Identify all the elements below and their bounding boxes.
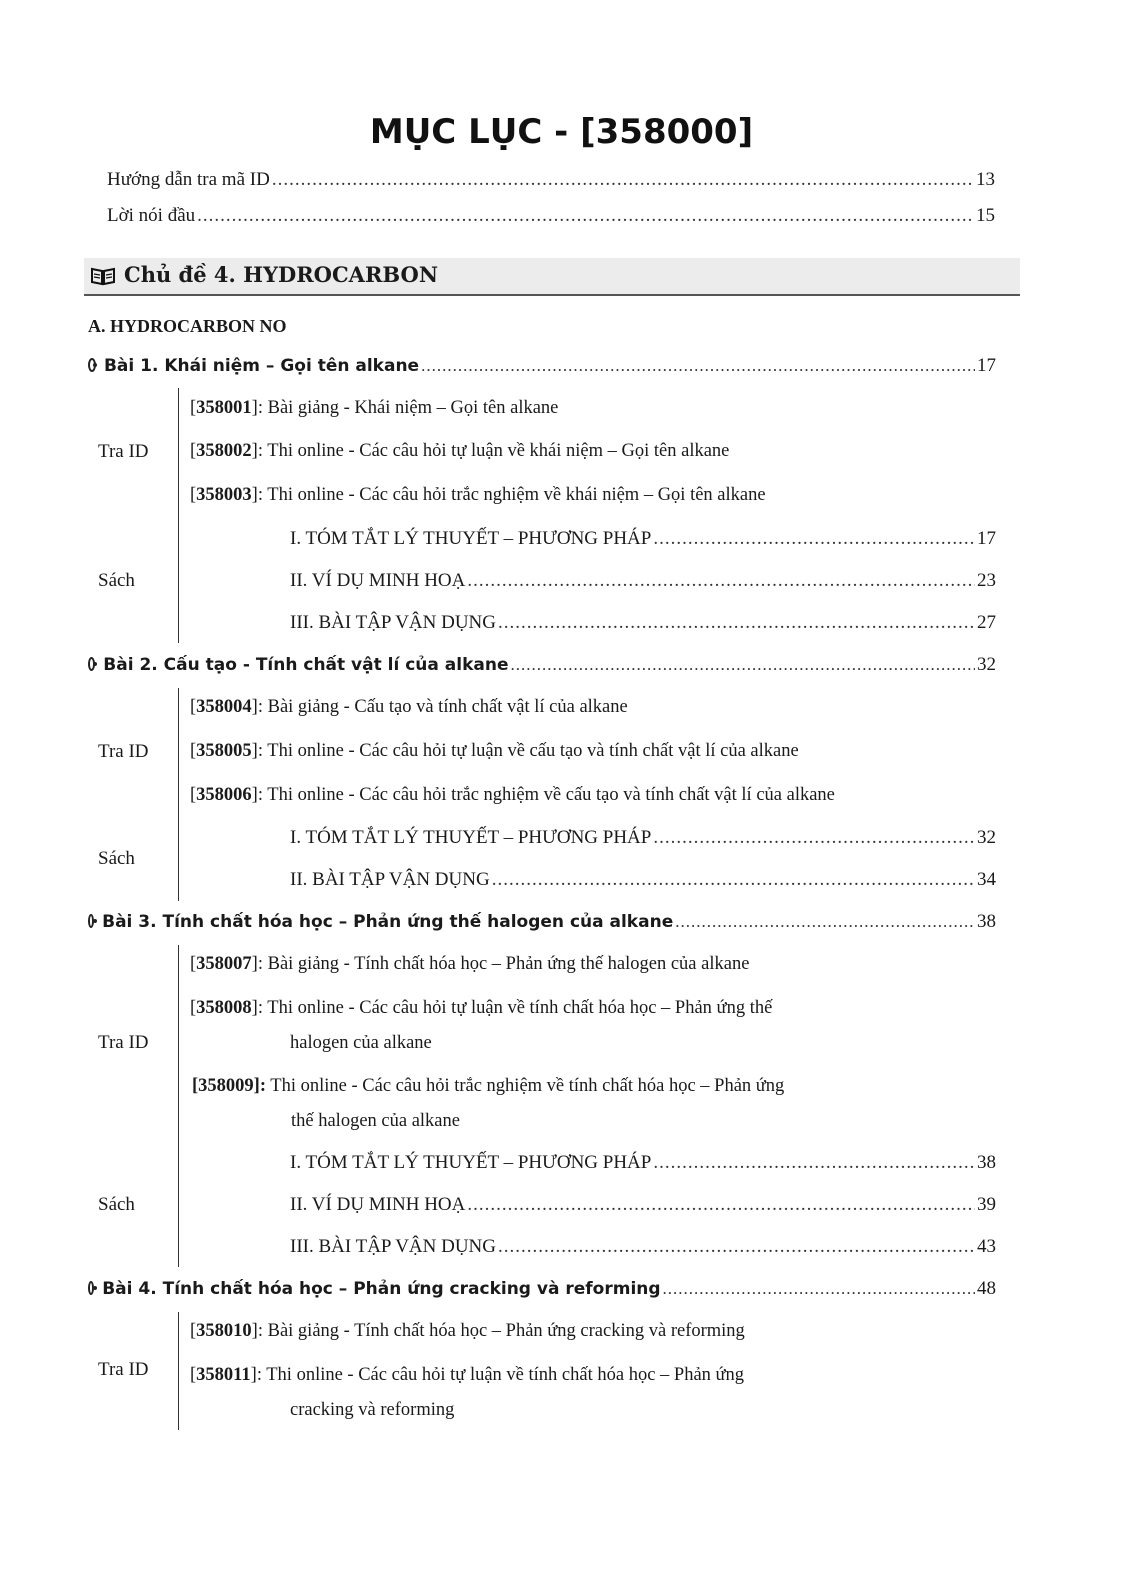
toc-entry[interactable] bbox=[107, 169, 995, 191]
topic-header bbox=[84, 258, 1020, 296]
book-entry-label: III. BÀI TẬP VẬN DỤNG bbox=[290, 1236, 497, 1257]
id-code: 358007 bbox=[196, 954, 252, 974]
target-bullet-icon bbox=[88, 358, 96, 372]
leader-dots bbox=[467, 570, 975, 592]
id-code: 358004 bbox=[196, 697, 252, 717]
group-label-book: Sách bbox=[98, 848, 135, 869]
toc-entry-page: 13 bbox=[976, 169, 995, 190]
target-bullet-icon bbox=[88, 1281, 94, 1295]
leader-dots bbox=[653, 827, 975, 849]
book-entry[interactable] bbox=[290, 1194, 996, 1216]
toc-entry[interactable] bbox=[107, 205, 995, 227]
group-label-id: Tra ID bbox=[98, 441, 149, 462]
toc-entry-page: 15 bbox=[976, 205, 995, 226]
book-entry[interactable] bbox=[290, 612, 996, 634]
toc-entry-label: Hướng dẫn tra mã ID bbox=[107, 169, 270, 190]
lesson-entry[interactable] bbox=[88, 1278, 996, 1300]
leader-dots bbox=[663, 1279, 975, 1299]
toc-entry-label: Lời nói đầu bbox=[107, 205, 196, 226]
leader-dots bbox=[421, 356, 975, 376]
id-code: 358010 bbox=[196, 1321, 252, 1341]
id-text-continuation: cracking và reforming bbox=[290, 1400, 455, 1420]
book-entry-page: 23 bbox=[977, 570, 996, 591]
id-code: 358003 bbox=[196, 485, 252, 505]
book-entry-label: II. BÀI TẬP VẬN DỤNG bbox=[290, 869, 490, 890]
lesson-page: 17 bbox=[977, 355, 996, 376]
group-divider bbox=[178, 945, 179, 1267]
lesson-title: Bài 4. Tính chất hóa học – Phản ứng cracking và reforming bbox=[102, 1279, 661, 1299]
id-text-continuation: thế halogen của alkane bbox=[291, 1111, 460, 1131]
book-entry-label: II. VÍ DỤ MINH HOẠ bbox=[290, 1194, 466, 1215]
group-label-book: Sách bbox=[98, 1194, 135, 1215]
lesson-entry[interactable] bbox=[88, 355, 996, 377]
book-entry-page: 27 bbox=[977, 612, 996, 633]
lesson-title: Bài 2. Cấu tạo - Tính chất vật lí của alkane bbox=[103, 655, 509, 675]
book-entry-label: I. TÓM TẮT LÝ THUYẾT – PHƯƠNG PHÁP bbox=[290, 528, 652, 549]
id-entry[interactable]: [358002]: Thi online - Các câu hỏi tự luận về khái niệm – Gọi tên alkane bbox=[190, 441, 730, 461]
id-code: 358006 bbox=[196, 785, 252, 805]
id-entry[interactable]: [358005]: Thi online - Các câu hỏi tự luận về cấu tạo và tính chất vật lí của alkane bbox=[190, 741, 799, 761]
book-entry-page: 39 bbox=[977, 1194, 996, 1215]
leader-dots bbox=[653, 528, 975, 550]
id-code: 358005 bbox=[196, 741, 252, 761]
id-code: 358008 bbox=[196, 998, 252, 1018]
book-entry-label: III. BÀI TẬP VẬN DỤNG bbox=[290, 612, 497, 633]
lesson-page: 48 bbox=[977, 1278, 996, 1299]
leader-dots bbox=[467, 1194, 975, 1216]
id-text: Thi online - Các câu hỏi tự luận về cấu tạo và tính chất vật lí của alkane bbox=[267, 741, 799, 761]
id-text: Thi online - Các câu hỏi trắc nghiệm về cấu tạo và tính chất vật lí của alkane bbox=[267, 785, 835, 805]
group-label-id: Tra ID bbox=[98, 741, 149, 762]
id-code: 358002 bbox=[196, 441, 252, 461]
id-entry[interactable]: [358011]: Thi online - Các câu hỏi tự luận về tính chất hóa học – Phản ứng bbox=[190, 1365, 745, 1385]
section-heading: A. HYDROCARBON NO bbox=[88, 316, 287, 336]
book-entry[interactable] bbox=[290, 528, 996, 550]
lesson-page: 38 bbox=[977, 911, 996, 932]
id-text: Bài giảng - Tính chất hóa học – Phản ứng cracking và reforming bbox=[267, 1321, 745, 1341]
book-entry-page: 38 bbox=[977, 1152, 996, 1173]
book-entry-label: I. TÓM TẮT LÝ THUYẾT – PHƯƠNG PHÁP bbox=[290, 1152, 652, 1173]
book-entry[interactable] bbox=[290, 1236, 996, 1258]
id-code: 358001 bbox=[196, 398, 252, 418]
leader-dots bbox=[492, 869, 975, 891]
book-entry[interactable] bbox=[290, 869, 996, 891]
id-text-continuation: halogen của alkane bbox=[290, 1033, 432, 1053]
id-entry[interactable]: [358009]: Thi online - Các câu hỏi trắc nghiệm về tính chất hóa học – Phản ứng bbox=[192, 1076, 785, 1096]
book-entry-label: I. TÓM TẮT LÝ THUYẾT – PHƯƠNG PHÁP bbox=[290, 827, 652, 848]
book-entry-page: 34 bbox=[977, 869, 996, 890]
id-text: Thi online - Các câu hỏi trắc nghiệm về tính chất hóa học – Phản ứng bbox=[270, 1076, 785, 1096]
id-text: Bài giảng - Tính chất hóa học – Phản ứng thế halogen của alkane bbox=[267, 954, 750, 974]
leader-dots bbox=[498, 612, 975, 634]
id-text: Thi online - Các câu hỏi trắc nghiệm về khái niệm – Gọi tên alkane bbox=[267, 485, 766, 505]
book-entry[interactable] bbox=[290, 1152, 996, 1174]
group-divider bbox=[178, 388, 179, 643]
leader-dots bbox=[653, 1152, 975, 1174]
page-title: MỤC LỤC - [358000] bbox=[369, 112, 754, 152]
id-entry[interactable]: [358010]: Bài giảng - Tính chất hóa học – Phản ứng cracking và reforming bbox=[190, 1321, 745, 1341]
id-text: Thi online - Các câu hỏi tự luận về khái niệm – Gọi tên alkane bbox=[267, 441, 730, 461]
group-label-id: Tra ID bbox=[98, 1032, 149, 1053]
id-entry[interactable]: [358004]: Bài giảng - Cấu tạo và tính chất vật lí của alkane bbox=[190, 697, 628, 717]
leader-dots bbox=[272, 169, 974, 191]
book-entry-page: 43 bbox=[977, 1236, 996, 1257]
target-bullet-icon bbox=[88, 657, 95, 671]
topic-title: Chủ đề 4. HYDROCARBON bbox=[124, 262, 439, 287]
leader-dots bbox=[675, 912, 975, 932]
lesson-entry[interactable] bbox=[88, 654, 996, 676]
book-entry-page: 32 bbox=[977, 827, 996, 848]
leader-dots bbox=[498, 1236, 975, 1258]
book-entry-page: 17 bbox=[977, 528, 996, 549]
lesson-title: Bài 1. Khái niệm – Gọi tên alkane bbox=[103, 356, 420, 376]
id-entry[interactable]: [358003]: Thi online - Các câu hỏi trắc nghiệm về khái niệm – Gọi tên alkane bbox=[190, 485, 766, 505]
id-code: 358011 bbox=[196, 1365, 251, 1385]
id-entry[interactable]: [358006]: Thi online - Các câu hỏi trắc nghiệm về cấu tạo và tính chất vật lí của alkane bbox=[190, 785, 835, 805]
group-divider bbox=[178, 688, 179, 901]
lesson-entry[interactable] bbox=[88, 911, 996, 933]
open-book-icon bbox=[90, 266, 116, 286]
id-text: Bài giảng - Khái niệm – Gọi tên alkane bbox=[267, 398, 559, 418]
lesson-page: 32 bbox=[977, 654, 996, 675]
group-divider bbox=[178, 1312, 179, 1430]
id-text: Thi online - Các câu hỏi tự luận về tính chất hóa học – Phản ứng thế bbox=[267, 998, 773, 1018]
id-entry[interactable]: [358007]: Bài giảng - Tính chất hóa học – Phản ứng thế halogen của alkane bbox=[190, 954, 750, 974]
group-label-id: Tra ID bbox=[98, 1359, 149, 1380]
id-entry[interactable]: [358001]: Bài giảng - Khái niệm – Gọi tên alkane bbox=[190, 398, 559, 418]
id-text: Bài giảng - Cấu tạo và tính chất vật lí của alkane bbox=[267, 697, 628, 717]
id-entry[interactable]: [358008]: Thi online - Các câu hỏi tự luận về tính chất hóa học – Phản ứng thế bbox=[190, 998, 773, 1018]
id-code: 358009 bbox=[198, 1076, 254, 1096]
target-bullet-icon bbox=[88, 914, 94, 928]
lesson-title: Bài 3. Tính chất hóa học – Phản ứng thế halogen của alkane bbox=[102, 912, 674, 932]
leader-dots bbox=[197, 205, 974, 227]
book-entry[interactable] bbox=[290, 827, 996, 849]
book-entry-label: II. VÍ DỤ MINH HOẠ bbox=[290, 570, 466, 591]
group-label-book: Sách bbox=[98, 570, 135, 591]
leader-dots bbox=[511, 655, 975, 675]
book-entry[interactable] bbox=[290, 570, 996, 592]
id-text: Thi online - Các câu hỏi tự luận về tính chất hóa học – Phản ứng bbox=[266, 1365, 745, 1385]
